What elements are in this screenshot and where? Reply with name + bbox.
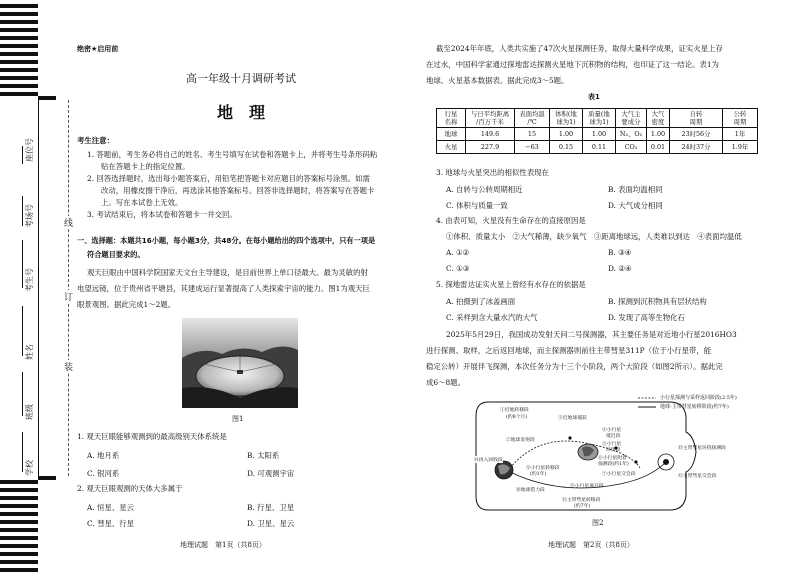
- strip-bar: [0, 36, 38, 40]
- q5-stem: 5. 探地雷达证实火星上曾经有水存在的依据是: [436, 280, 586, 289]
- field-underline: [22, 306, 23, 356]
- passage3-line: 成6～8题。: [426, 378, 465, 387]
- strip-bar: [0, 68, 38, 72]
- passage1-line: 眼景观图。据此完成1～2题。: [77, 300, 176, 309]
- figure2-legend-dashed: 小行星探测与采样返回阶段(2.5年): [660, 395, 737, 401]
- table-row: [437, 128, 758, 141]
- table-cell: 1.00: [647, 128, 670, 141]
- table-header-cell: 公转 周期: [723, 109, 758, 128]
- strip-bar: [0, 560, 38, 564]
- field-underline: [22, 372, 23, 416]
- figure1-caption: 图1: [232, 415, 244, 423]
- strip-bar: [0, 552, 38, 556]
- subject-title: 地 理: [216, 103, 265, 122]
- stage-label: (约8个月): [506, 415, 528, 420]
- field-underline: [22, 196, 23, 226]
- strip-bar: [0, 512, 38, 516]
- q2-stem: 2. 观天巨眼观测的天体大多属于: [77, 484, 183, 493]
- footer-right: 地理试题 第2页（共8页）: [548, 541, 634, 549]
- strip-tab: [38, 96, 56, 100]
- strip-bar: [0, 528, 38, 532]
- stage-label: ④小行星: [602, 428, 622, 433]
- q1-option-c[interactable]: C. 银河系: [87, 469, 120, 478]
- stage-label: ⑭再入回收段: [474, 458, 503, 463]
- secret-mark: 绝密★启用前: [77, 45, 119, 53]
- passage3-line: 稳定公转）开展伴飞探测，本次任务分为十三个小阶段，两个大阶段（如图2所示）。据此完: [426, 362, 723, 371]
- table-cell: −63: [515, 141, 550, 154]
- passage2-line: 截至2024年年底，人类共实施了47次火星探测任务，取得大量科学成果，证实火星上存: [436, 44, 723, 53]
- table-header-cell: 质量(地 球为1): [583, 109, 616, 128]
- stage-label: 抵近段: [606, 434, 621, 439]
- table-cell: N₂、O₂: [616, 128, 647, 141]
- field-underline: [22, 432, 23, 472]
- stage-label: ⑪主带彗星转移段: [562, 498, 601, 503]
- seal-char-line: 线: [64, 216, 73, 229]
- stage-label: ⑫主带彗星交会段: [678, 474, 717, 479]
- q4-option-a[interactable]: A. ①②: [446, 248, 470, 257]
- table-header-cell: 自转 周期: [670, 109, 723, 128]
- q4-option-d[interactable]: D. ②④: [608, 264, 632, 273]
- strip-bar: [0, 92, 38, 96]
- table-cell: CO₂: [616, 141, 647, 154]
- strip-bar: [0, 44, 38, 48]
- exam-title: 高一年级十月调研考试: [186, 72, 296, 85]
- strip-bar: [0, 488, 38, 492]
- table-header-cell: 体积(地 球为1): [550, 109, 583, 128]
- stage-label: ③近地球捕获: [558, 416, 587, 421]
- candidate-number-field: 考生号: [25, 268, 34, 292]
- notes-line: 3. 考试结束后，将本试卷和答题卡一并交回。: [87, 210, 237, 219]
- strip-bar: [0, 76, 38, 80]
- stage-label: ⑥小行星附着: [598, 456, 627, 461]
- strip-bar: [0, 60, 38, 64]
- strip-bar: [0, 84, 38, 88]
- q5-option-d[interactable]: D. 发现了高等生物化石: [608, 313, 685, 322]
- table-header-cell: 与日平均距离 /百万千米: [466, 109, 515, 128]
- table-cell: 0.01: [647, 141, 670, 154]
- strip-bar: [0, 520, 38, 524]
- field-underline: [22, 146, 23, 164]
- q5-option-a[interactable]: A. 拍摄到了冰盖画面: [446, 297, 516, 306]
- figure2-legend-solid: 地球-主带彗星转移阶段(约7年): [660, 404, 729, 410]
- q5-option-b[interactable]: B. 探测到沉积物具有层状结构: [608, 297, 707, 306]
- q3-option-c[interactable]: C. 体积与质量一致: [446, 201, 508, 210]
- stage-label: 环绕段: [606, 448, 621, 453]
- q3-option-b[interactable]: B. 表面均温相同: [608, 185, 663, 194]
- q1-option-d[interactable]: D. 可观测宇宙: [247, 469, 295, 478]
- strip-bar: [0, 536, 38, 540]
- passage2-line: 地球、火星基本数据表。据此完成3～5题。: [426, 76, 569, 85]
- section1-heading: 一、选择题：本题共16小题，每小题3分，共48分。在每小题给出的四个选项中，只有一项是: [77, 236, 376, 245]
- section1-heading-cont: 符合题目要求的。: [87, 250, 145, 259]
- q4-items: ①体积、质量太小 ②大气稀薄，缺少氧气 ③距离地球远，人类难以到达 ④表面均温低: [446, 232, 742, 241]
- table-header-row: [437, 109, 758, 128]
- footer-left: 地理试题 第1页（共8页）: [180, 541, 266, 549]
- notes-line: 1. 答题前，考生务必将自己的姓名、考生号填写在试卷和答题卡上，并将考生号条形码粘: [87, 150, 378, 159]
- table-cell: 地球: [437, 128, 466, 141]
- q4-option-c[interactable]: C. ①③: [446, 264, 470, 273]
- strip-bar: [0, 12, 38, 16]
- strip-bar: [0, 496, 38, 500]
- q3-option-a[interactable]: A. 自转与公转周期相近: [446, 185, 523, 194]
- q2-option-d[interactable]: D. 卫星、星云: [247, 519, 295, 528]
- table1: [436, 108, 758, 154]
- table-cell: 227.9: [466, 141, 515, 154]
- q2-option-a[interactable]: A. 恒星、星云: [87, 503, 134, 512]
- table-cell: 1.9年: [723, 141, 758, 154]
- strip-bar: [0, 20, 38, 24]
- figure2-caption: 图2: [592, 519, 604, 527]
- figure2-mission-diagram: [470, 392, 770, 516]
- passage3-line: 2025年5月29日，我国成功发射天问二号探测器，其主要任务是对近地小行星2016HO3: [446, 330, 737, 339]
- table-cell: 0.11: [583, 141, 616, 154]
- notes-line: 上。写在本试卷上无效。: [101, 198, 183, 207]
- stage-label: (约7年): [574, 504, 591, 509]
- strip-bar: [0, 28, 38, 32]
- q3-stem: 3. 地球与火星突出的相似性表现在: [436, 168, 549, 177]
- table-cell: 15: [515, 128, 550, 141]
- field-underline: [22, 240, 23, 288]
- seal-char-bind: 订: [64, 290, 73, 303]
- room-number-field: 考场号: [25, 204, 34, 228]
- strip-line: [38, 96, 39, 480]
- table-cell: 火星: [437, 141, 466, 154]
- stage-label: ⑦小行星交会段: [602, 472, 636, 477]
- table-cell: 149.6: [466, 128, 515, 141]
- stage-label: ⑬主带彗星环绕探测段: [678, 446, 726, 451]
- school-field: 学校: [25, 460, 34, 476]
- table-header-cell: 大气 密度: [647, 109, 670, 128]
- notes-line: 贴在答题卡上的指定位置。: [101, 162, 190, 171]
- q4-option-b[interactable]: B. ③④: [608, 248, 632, 257]
- q1-option-a[interactable]: A. 地月系: [87, 451, 120, 460]
- stage-label: 探测段(约1年): [598, 462, 629, 467]
- table-header-cell: 表面均温 /℃: [515, 109, 550, 128]
- table-cell: 1.00: [583, 128, 616, 141]
- figure1-telescope-photo: [182, 318, 298, 408]
- table-header-cell: 行星 名称: [437, 109, 466, 128]
- strip-bar: [0, 480, 38, 484]
- table-cell: 0.15: [550, 141, 583, 154]
- table-cell: 23时56分: [670, 128, 723, 141]
- strip-bar: [0, 4, 38, 8]
- table-header-cell: 大气主 要成分: [616, 109, 647, 128]
- q2-option-b[interactable]: B. 行星、卫星: [247, 503, 295, 512]
- stage-label: ⑩地球借力段: [516, 488, 545, 493]
- q3-option-d[interactable]: D. 大气成分相同: [608, 201, 663, 210]
- binding-strip: [0, 0, 62, 579]
- stage-label: ⑨小行星转移段: [526, 466, 560, 471]
- table-row: [437, 141, 758, 154]
- passage1-line: 观天巨眼由中国科学院国家天文台主导建设，是目前世界上单口径最大、最为灵敏的射: [87, 268, 368, 277]
- strip-bar: [0, 52, 38, 56]
- strip-bar: [0, 504, 38, 508]
- q1-option-b[interactable]: B. 太阳系: [247, 451, 280, 460]
- table-cell: 1.00: [550, 128, 583, 141]
- seat-number-field: 座位号: [25, 138, 34, 162]
- name-field: 姓名: [25, 344, 34, 360]
- q5-option-c[interactable]: C. 采样到含大量水汽的大气: [446, 313, 538, 322]
- q2-option-c[interactable]: C. 彗星、行星: [87, 519, 135, 528]
- q1-stem: 1. 观天巨眼能够观测到的最高级别天体系统是: [77, 432, 227, 441]
- notes-title: 考生注意：: [77, 136, 114, 145]
- stage-label: ②地球发射段: [506, 438, 535, 443]
- table-cell: 24时37分: [670, 141, 723, 154]
- seal-dashed-line: [68, 100, 70, 476]
- strip-bar: [0, 544, 38, 548]
- passage2-line: 在过水，中国科学家通过探地雷达探测火星地下沉积物的结构，也印证了这一结论。表1为: [426, 60, 719, 69]
- seal-char-mount: 装: [64, 360, 73, 373]
- passage3-line: 进行探测、取样，之后返回地球，而主探测器则前往主带彗星311P（位于小行星带，能: [426, 346, 712, 355]
- table1-caption: 表1: [588, 93, 600, 101]
- stage-label: (约1年): [530, 472, 547, 477]
- notes-line: 改动，用橡皮擦干净后，再选涂其他答案标号。回答非选择题时，将答案写在答题卡: [101, 186, 375, 195]
- class-field: 班级: [25, 404, 34, 420]
- q4-stem: 4. 由表可知，火星没有生命存在的直接原因是: [436, 216, 586, 225]
- passage1-line: 电望远镜，位于贵州省平塘县，其建成运行显著提高了人类探索宇宙的能力。图1为观天巨: [77, 284, 370, 293]
- stage-label: ①近地转移段: [500, 408, 529, 413]
- stage-label: ⑧小行星离开段: [570, 484, 604, 489]
- strip-bar: [0, 568, 38, 572]
- strip-tab: [38, 476, 56, 480]
- planet-data-table: [436, 108, 758, 154]
- notes-line: 2. 回答选择题时，选出每小题答案后，用铅笔把答题卡对应题目的答案标号涂黑。如需: [87, 174, 370, 183]
- table-cell: 1年: [723, 128, 758, 141]
- stage-label: ⑤小行星: [602, 442, 622, 447]
